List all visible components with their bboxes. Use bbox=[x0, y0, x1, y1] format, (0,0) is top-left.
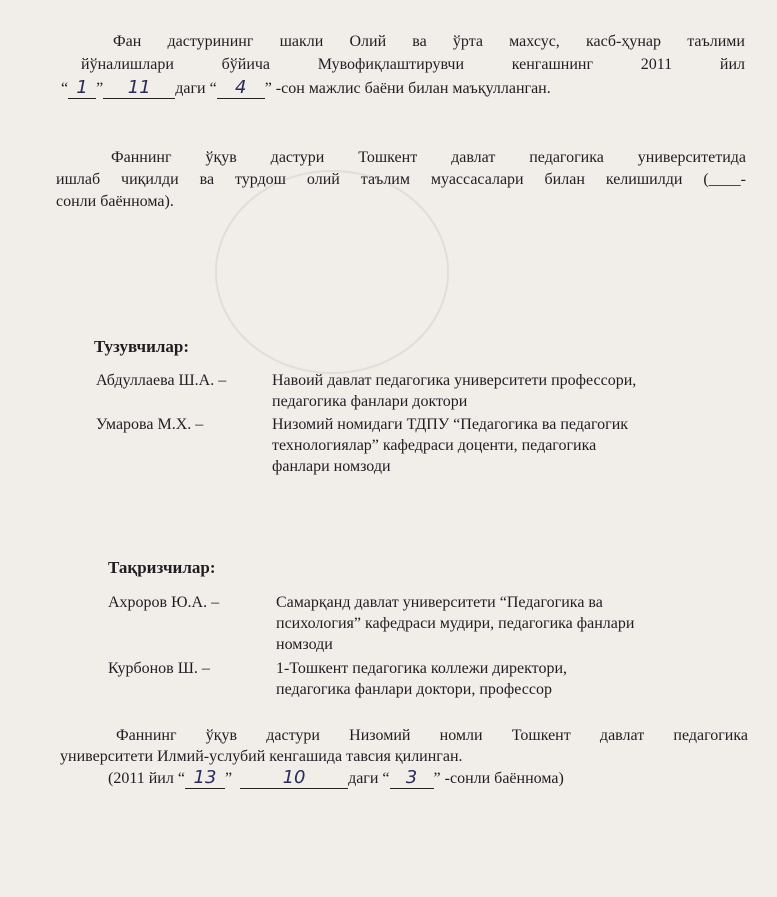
approval-end-text: ” -сон мажлис баёни билан маъқулланган. bbox=[264, 80, 551, 97]
developed-line-2: ишлаб чиқилди ва турдош олий таълим муассасалари билан келишилди (____- bbox=[56, 171, 746, 188]
reviewer-entry bbox=[108, 592, 758, 658]
developed-line-1: Фаннинг ўқув дастури Тошкент давлат педагогика университетида bbox=[111, 149, 746, 166]
developed-line-3: сонли баённома). bbox=[56, 193, 174, 210]
reviewers-heading: Тақризчилар: bbox=[108, 558, 216, 577]
compilers-heading: Тузувчилар: bbox=[94, 337, 190, 356]
reviewer-desc-line: номзоди bbox=[276, 636, 333, 653]
handwritten-day: 1 bbox=[68, 78, 96, 99]
compiler-desc-line: технологиялар” кафедраси доценти, педагогика bbox=[272, 437, 597, 454]
compiler-desc-line: фанлари номзоди bbox=[272, 458, 391, 475]
quote-close: ” bbox=[224, 770, 233, 787]
approval-line-3 bbox=[61, 78, 551, 99]
reviewer-desc-line: психология” кафедраси мудири, педагогика фанлари bbox=[276, 615, 635, 632]
compiler-desc-line: Низомий номидаги ТДПУ “Педагогика ва педагогик bbox=[272, 416, 629, 433]
approval-word: кенгашнинг bbox=[511, 56, 594, 73]
compiler-desc-line: педагогика фанлари доктори bbox=[272, 393, 468, 410]
reviewer-entry bbox=[108, 658, 758, 702]
approval-paragraph bbox=[61, 32, 745, 112]
approval-line-2 bbox=[81, 55, 745, 75]
handwritten-month: 10 bbox=[240, 768, 348, 789]
reviewer-desc-line: педагогика фанлари доктори, профессор bbox=[276, 681, 552, 698]
daghi-text: даги “ bbox=[348, 770, 390, 787]
daghi-text: даги “ bbox=[175, 80, 217, 97]
approval-word: бўйича bbox=[221, 56, 271, 73]
recommended-line-1: Фаннинг ўқув дастури Низомий номли Тошкент давлат педагогика bbox=[116, 727, 748, 744]
reviewer-name: Курбонов Ш. – bbox=[108, 660, 210, 677]
approval-line-1: Фан дастурининг шакли Олий ва ўрта махсус, касб-ҳунар таълими bbox=[113, 33, 745, 50]
compiler-desc-line: Навоий давлат педагогика университети профессори, bbox=[272, 372, 637, 389]
handwritten-number: 3 bbox=[390, 768, 434, 789]
recommended-end-text: ” -сонли баённома) bbox=[433, 770, 564, 787]
approval-word: йўналишлари bbox=[81, 56, 174, 73]
reviewer-name: Ахроров Ю.А. – bbox=[108, 594, 220, 611]
quote-close: ” bbox=[96, 80, 104, 97]
recommended-paragraph bbox=[60, 726, 748, 798]
handwritten-month: 11 bbox=[103, 78, 175, 99]
quote-open: “ bbox=[61, 80, 69, 97]
approval-word: Мувофиқлаштирувчи bbox=[317, 56, 465, 73]
handwritten-number: 4 bbox=[217, 78, 265, 99]
recommended-line-2: университети Илмий-услубий кенгашида тавсия қилинган. bbox=[60, 748, 463, 765]
recommended-year-text: (2011 йил “ bbox=[108, 770, 185, 787]
compiler-entry bbox=[96, 370, 756, 414]
recommended-line-3 bbox=[108, 768, 564, 789]
compiler-name: Умарова М.Х. – bbox=[96, 416, 204, 433]
reviewer-desc-line: 1-Тошкент педагогика коллежи директори, bbox=[276, 660, 568, 677]
compiler-entry bbox=[96, 414, 756, 480]
handwritten-day: 13 bbox=[185, 768, 225, 789]
compiler-name: Абдуллаева Ш.А. – bbox=[96, 372, 227, 389]
reviewer-desc-line: Самарқанд давлат университети “Педагогика ва bbox=[276, 594, 603, 611]
approval-word: 2011 bbox=[640, 56, 673, 73]
developed-paragraph bbox=[56, 148, 746, 218]
approval-word: йил bbox=[719, 56, 745, 73]
